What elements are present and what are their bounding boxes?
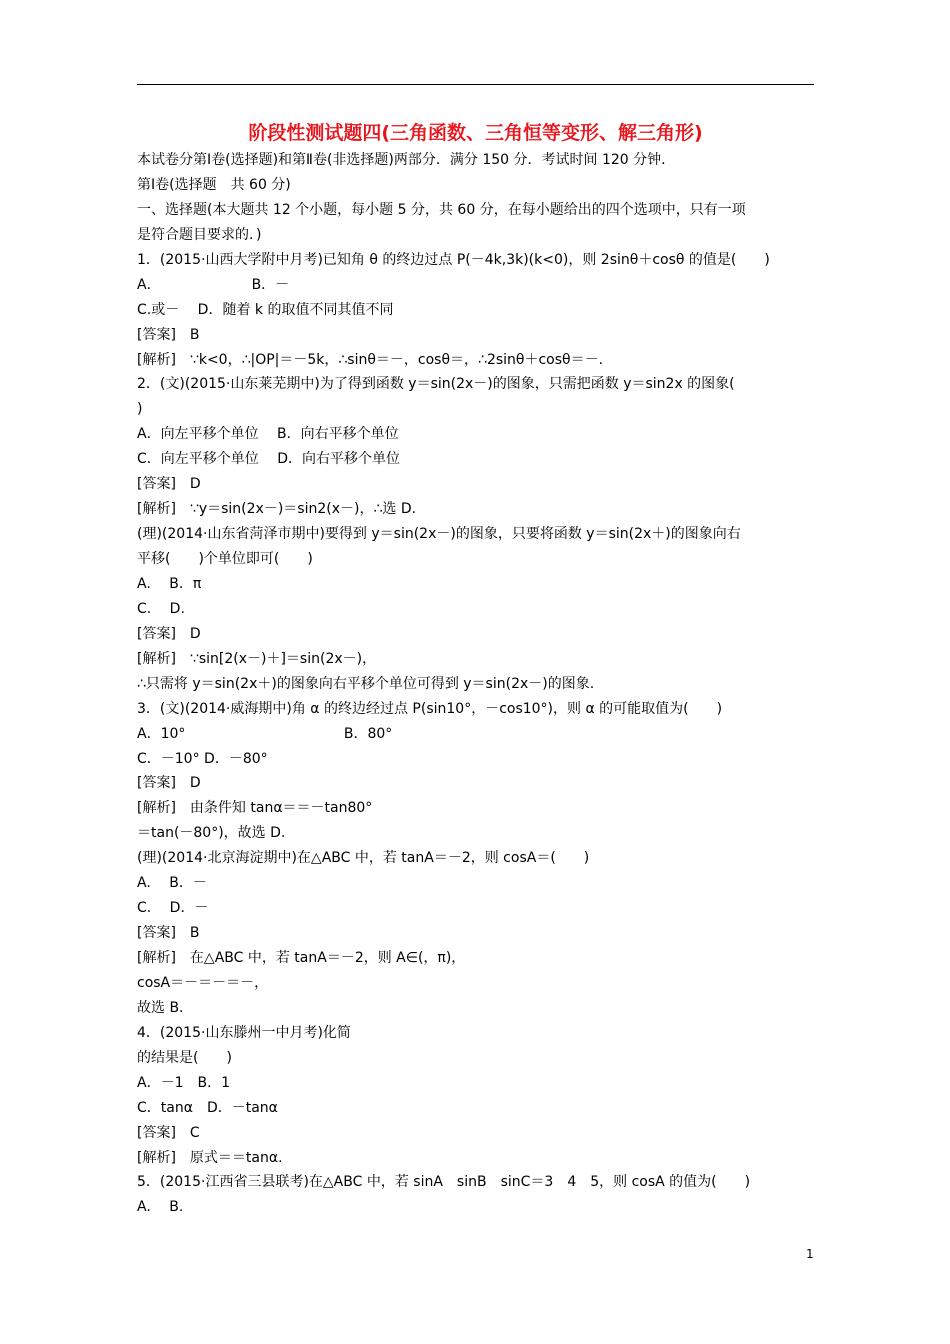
instructions-line: 一、选择题(本大题共 12 个小题，每小题 5 分，共 60 分，在每小题给出的四个选项中，只有一项 <box>137 201 746 218</box>
options-line: A. B．－ <box>137 875 207 892</box>
analysis-line: ＝tan(－80°)，故选 D. <box>137 825 286 842</box>
question-4-cont: 的结果是( ) <box>137 1049 232 1066</box>
options-line: C.或－ D．随着 k 的取值不同其值不同 <box>137 301 394 318</box>
question-3-alt: (理)(2014·北京海淀期中)在△ABC 中，若 tanA＝－2，则 cosA＝( ) <box>137 850 590 867</box>
question-3: 3．(文)(2014·威海期中)角 α 的终边经过点 P(sin10°，－cos10°)，则 α 的可能取值为( ) <box>137 700 723 717</box>
options-line: C．tanα D．－tanα <box>137 1099 278 1116</box>
answer-line: [答案] D <box>137 476 201 493</box>
page-number: 1 <box>806 1247 814 1261</box>
answer-line: [答案] B <box>137 925 200 942</box>
intro-line: 本试卷分第Ⅰ卷(选择题)和第Ⅱ卷(非选择题)两部分．满分 150 分．考试时间 120 分钟． <box>137 152 676 168</box>
analysis-line: 故选 B. <box>137 999 184 1016</box>
analysis-line: ∴只需将 y＝sin(2x＋)的图象向右平移个单位可得到 y＝sin(2x－)的图象. <box>137 675 595 692</box>
document-title: 阶段性测试题四(三角函数、三角恒等变形、解三角形) <box>248 122 703 144</box>
analysis-line: [解析] ∵y＝sin(2x－)＝sin2(x－)，∴选 D. <box>137 501 417 518</box>
options-line: C. D．－ <box>137 900 209 917</box>
options-line: C．－10° D．－80° <box>137 750 268 767</box>
analysis-line: [解析] 原式＝＝tanα. <box>137 1149 283 1166</box>
options-line: C. D. <box>137 600 185 617</box>
question-5: 5．(2015·江西省三县联考)在△ABC 中，若 sinA sinB sinC＝3 4 5，则 cosA 的值为( ) <box>137 1174 751 1191</box>
answer-line: [答案] B <box>137 326 200 343</box>
options-line: A．10° B．80° <box>137 725 393 742</box>
analysis-line: [解析] 在△ABC 中，若 tanA＝－2，则 A∈(，π)， <box>137 950 466 966</box>
options-line: A． B．－ <box>137 276 290 293</box>
question-2-cont: ) <box>137 401 143 418</box>
answer-line: [答案] D <box>137 775 201 792</box>
section-heading: 第Ⅰ卷(选择题 共 60 分) <box>137 176 291 193</box>
question-2-alt-cont: 平移( )个单位即可( ) <box>137 551 313 567</box>
document-body <box>137 148 821 1220</box>
options-line: A. B．π <box>137 575 202 592</box>
analysis-line: [解析] ∵k<0，∴|OP|＝－5k，∴sinθ＝－，cosθ＝，∴2sinθ＋cosθ＝－. <box>137 351 604 368</box>
analysis-line: [解析] 由条件知 tanα＝＝－tan80° <box>137 800 373 817</box>
header-rule <box>137 84 814 85</box>
analysis-line: [解析] ∵sin[2(x－)＋]＝sin(2x－)， <box>137 650 377 667</box>
answer-line: [答案] D <box>137 625 201 642</box>
instructions-line: 是符合题目要求的．) <box>137 226 262 243</box>
options-line: A．向左平移个单位 B．向右平移个单位 <box>137 426 399 443</box>
question-4: 4．(2015·山东滕州一中月考)化简 <box>137 1024 351 1041</box>
question-2: 2．(文)(2015·山东莱芜期中)为了得到函数 y＝sin(2x－)的图象，只需把函数 y＝sin2x 的图象( <box>137 376 735 393</box>
question-2-alt: (理)(2014·山东省菏泽市期中)要得到 y＝sin(2x－)的图象，只要将函数 y＝sin(2x＋)的图象向右 <box>137 526 741 543</box>
analysis-line: cosA＝－＝－＝－， <box>137 974 269 991</box>
options-line: A．－1 B．1 <box>137 1074 230 1091</box>
question-1: 1．(2015·山西大学附中月考)已知角 θ 的终边过点 P(－4k,3k)(k<0)，则 2sinθ＋cosθ 的值是( ) <box>137 251 770 268</box>
answer-line: [答案] C <box>137 1124 200 1141</box>
options-line: A. B. <box>137 1199 184 1216</box>
options-line: C．向左平移个单位 D．向右平移个单位 <box>137 451 401 468</box>
